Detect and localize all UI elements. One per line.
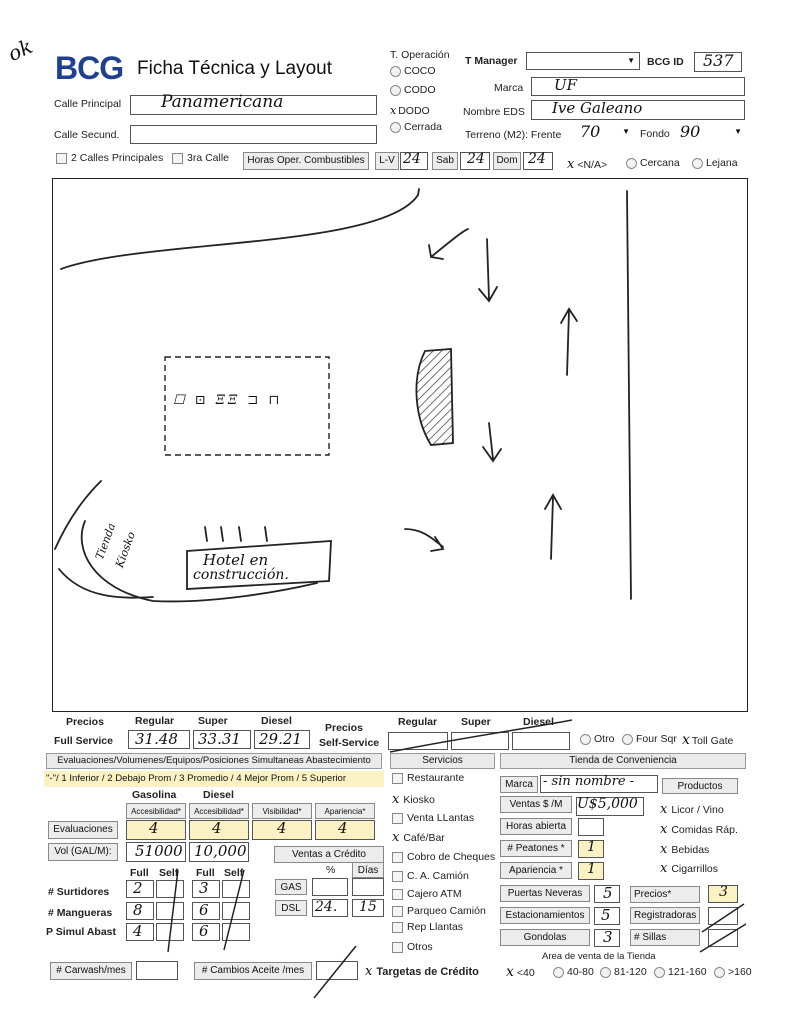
kiosk-hatched: [416, 349, 453, 445]
tienda-marca-value: - sin nombre -: [543, 774, 635, 789]
road-lower: [59, 569, 153, 598]
tienda-strikes: [696, 896, 756, 956]
marca-label: Marca: [494, 82, 524, 94]
surtidores-full-gas-value: 2: [133, 879, 143, 897]
area-lt40[interactable]: [506, 964, 535, 980]
frente-select[interactable]: [560, 124, 632, 142]
eval-visibilidad[interactable]: [252, 820, 312, 840]
arrow-1: [429, 229, 468, 259]
ventas-value: U$5,000: [577, 796, 638, 812]
hotel-text-1: Hotel en: [203, 551, 269, 569]
area-gt160[interactable]: [714, 966, 752, 978]
sab-field[interactable]: [460, 152, 490, 170]
kiosk-text-1: Tienda: [93, 521, 119, 562]
area-81-120-label: 81-120: [614, 966, 647, 978]
estacionamientos-label: Estacionamientos: [500, 907, 590, 924]
serv-kiosko[interactable]: [392, 792, 435, 807]
surtidores-full-dsl-value: 3: [199, 879, 209, 897]
precios-self-label-1: Precios: [325, 722, 363, 734]
serv-cajero-atm[interactable]: [392, 888, 462, 900]
road-right: [627, 191, 631, 599]
four-sqr-option[interactable]: [622, 733, 677, 745]
gondolas-field[interactable]: [594, 929, 620, 947]
eval-apariencia[interactable]: [315, 820, 375, 840]
dsl-label: DSL: [275, 900, 307, 916]
serv-ca-camion-label: C. A. Camión: [407, 870, 469, 882]
area-lt40-mark: x: [506, 964, 514, 980]
serv-kiosko-mark: x: [392, 792, 400, 807]
puertas-value: 5: [603, 884, 613, 902]
full-regular-value: 31.48: [135, 730, 178, 748]
sab-value: 24: [467, 151, 485, 167]
option-na-label: <N/A>: [577, 159, 608, 171]
sillas-label: # Sillas: [630, 929, 700, 946]
tienda-marca-field[interactable]: [540, 775, 658, 793]
area-40-80-label: 40-80: [567, 966, 594, 978]
eval-acc-gas[interactable]: [126, 820, 186, 840]
peatones-value: 1: [587, 839, 596, 855]
precios-tienda-label: Precios*: [630, 886, 700, 903]
area-40-80[interactable]: [553, 966, 594, 978]
full-diesel-value: 29.21: [259, 730, 302, 748]
tercera-calle-label: 3ra Calle: [187, 152, 230, 164]
tercera-calle-check[interactable]: [172, 152, 229, 164]
road-left: [55, 481, 101, 549]
dsl-pct-value: 24.: [315, 899, 338, 915]
eval-visibilidad-value: 4: [277, 819, 287, 837]
self-super-label: Super: [461, 716, 491, 728]
toll-gate-mark: x: [682, 732, 690, 748]
cambios-label: # Cambios Aceite /mes: [194, 962, 312, 980]
prod-comidas-label: Comidas Ráp.: [671, 824, 738, 836]
col-apariencia: Apariencia*: [315, 803, 375, 819]
scale-legend: "-"/ 1 Inferior / 2 Debajo Prom / 3 Promedio / 4 Mejor Prom / 5 Superior: [44, 771, 384, 787]
apariencia-label: Apariencia *: [500, 862, 572, 879]
gas-label: GAS: [275, 879, 307, 895]
precios-full-label-2: Full Service: [54, 735, 113, 747]
tarjetas-credito[interactable]: [365, 964, 479, 979]
serv-cafe-mark: x: [392, 830, 400, 845]
simul-full-gas-value: 4: [133, 922, 143, 940]
apariencia-value: 1: [587, 861, 596, 877]
nombre-eds-value: Ive Galeano: [552, 99, 643, 117]
nombre-eds-label: Nombre EDS: [463, 106, 525, 118]
col-visibilidad: Visibilidad*: [252, 803, 312, 819]
prod-licor[interactable]: [660, 802, 724, 817]
mangueras-full-dsl-value: 6: [199, 901, 209, 919]
self-regular-label: Regular: [398, 716, 438, 728]
arrow-3: [561, 309, 577, 375]
estacionamientos-value: 5: [601, 906, 611, 924]
prod-cigarrillos[interactable]: [660, 861, 718, 876]
area-lt40-label: <40: [516, 967, 535, 979]
vol-gasolina-field[interactable]: [126, 842, 186, 862]
op-cerrada[interactable]: [390, 121, 442, 133]
t-manager-select[interactable]: [526, 52, 640, 70]
arrow-5: [545, 495, 561, 559]
calle-principal-field[interactable]: [130, 92, 377, 115]
full-super-field[interactable]: [193, 730, 251, 749]
eval-apariencia-value: 4: [338, 819, 348, 837]
productos-button[interactable]: Productos: [662, 778, 738, 794]
prod-licor-label: Licor / Vino: [671, 804, 724, 816]
t-operacion-label: T. Operación: [390, 49, 450, 61]
option-na-mark: x: [567, 157, 575, 172]
dom-value: 24: [528, 151, 546, 167]
logo: BCG: [55, 50, 124, 86]
bcg-id-label: BCG ID: [647, 56, 684, 68]
dias-label: Días: [352, 862, 384, 878]
dsl-dias-value: 15: [359, 899, 377, 915]
prod-comidas[interactable]: [660, 822, 738, 837]
peatones-field[interactable]: [578, 840, 604, 858]
bcg-id-field[interactable]: [694, 52, 742, 72]
carwash-field[interactable]: [136, 961, 178, 980]
chevron-down-icon: ▼: [627, 56, 635, 65]
option-lejana-label: Lejana: [706, 157, 738, 169]
prod-licor-mark: x: [660, 802, 668, 817]
serv-cobro-label: Cobro de Cheques: [407, 851, 496, 863]
apariencia-field[interactable]: [578, 862, 604, 880]
page-title: Ficha Técnica y Layout: [137, 58, 333, 79]
col-acc-dsl: Accesibilidad*: [189, 803, 249, 819]
op-cerrada-label: Cerrada: [404, 121, 442, 133]
area-121-160-label: 121-160: [668, 966, 707, 978]
terreno-label: Terreno (M2): Frente: [465, 129, 562, 141]
marca-value: UF: [554, 76, 578, 94]
area-81-120[interactable]: [600, 966, 647, 978]
marca-field[interactable]: [531, 77, 745, 96]
vol-diesel-value: 10,000: [194, 842, 247, 860]
toll-gate-label: Toll Gate: [691, 735, 734, 747]
op-dodo-mark: x: [390, 104, 397, 117]
simul-label: P Simul Abast: [46, 926, 117, 938]
serv-cafe-label: Café/Bar: [403, 832, 445, 844]
serv-cafe-bar[interactable]: [392, 830, 445, 845]
puertas-field[interactable]: [594, 885, 620, 903]
serv-rep-llantas[interactable]: [392, 921, 463, 933]
otro-label: Otro: [594, 733, 615, 745]
t-manager-label: T Manager: [465, 55, 518, 67]
prod-bebidas-mark: x: [660, 842, 668, 857]
op-dodo-label: DODO: [398, 105, 430, 117]
gondolas-value: 3: [603, 928, 613, 946]
toll-gate-option[interactable]: [682, 732, 733, 748]
gondolas-label: Gondolas: [500, 929, 590, 946]
otro-option[interactable]: [580, 733, 614, 745]
serv-venta-llantas[interactable]: [392, 812, 474, 824]
prod-bebidas[interactable]: [660, 842, 709, 857]
full-regular-field[interactable]: [128, 730, 190, 749]
gas-pct-field[interactable]: [312, 878, 348, 896]
servicios-header: Servicios: [390, 753, 495, 769]
serv-rep-llantas-label: Rep Llantas: [407, 921, 464, 933]
self-diesel-label: Diesel: [523, 716, 554, 728]
tarjetas-label: Targetas de Crédito: [376, 966, 479, 978]
pct-label: %: [326, 864, 336, 876]
lv-field[interactable]: [400, 152, 428, 170]
serv-venta-llantas-label: Venta LLantas: [407, 812, 475, 824]
serv-cajero-label: Cajero ATM: [407, 888, 462, 900]
serv-ca-camion[interactable]: [392, 870, 469, 882]
gasolina-label: Gasolina: [132, 789, 177, 801]
diesel-eval-label: Diesel: [203, 789, 234, 801]
op-codo[interactable]: [390, 84, 436, 96]
lv-value: 24: [403, 151, 421, 167]
dsl-pct-field[interactable]: [312, 899, 348, 917]
serv-restaurante[interactable]: [392, 772, 464, 784]
serv-restaurante-label: Restaurante: [407, 772, 465, 784]
prod-cigarrillos-mark: x: [660, 861, 668, 876]
full-label-dsl: Full: [196, 867, 215, 879]
peatones-label: # Peatones *: [500, 840, 572, 857]
horas-abierta-field[interactable]: [578, 818, 604, 836]
estacionamientos-field[interactable]: [594, 907, 620, 925]
diesel-label: Diesel: [261, 715, 292, 727]
self-column-strikes: [140, 866, 270, 956]
option-cercana-label: Cercana: [640, 157, 680, 169]
arrow-6: [405, 529, 443, 551]
serv-parqueo-label: Parqueo Camión: [407, 905, 486, 917]
option-na[interactable]: [567, 157, 607, 172]
dom-label: Dom: [493, 152, 521, 170]
calle-principal-value: Panamericana: [161, 92, 284, 112]
full-super-value: 33.31: [198, 730, 241, 748]
carwash-label: # Carwash/mes: [50, 962, 132, 980]
option-cercana[interactable]: [626, 157, 680, 169]
registradoras-label: Registradoras: [630, 907, 700, 924]
vol-gasolina-value: 51000: [135, 842, 183, 860]
serv-cobro-cheques[interactable]: [392, 851, 495, 863]
fondo-value: 90: [680, 122, 701, 141]
tienda-header: Tienda de Conveniencia: [500, 753, 746, 769]
precios-tienda-value: 3: [719, 884, 728, 900]
gas-dias-field[interactable]: [352, 878, 384, 896]
dom-field[interactable]: [523, 152, 553, 170]
sketch-drawing: [53, 179, 749, 713]
op-codo-label: CODO: [404, 84, 436, 96]
road-curve: [61, 189, 419, 269]
prod-cigarrillos-label: Cigarrillos: [671, 863, 719, 875]
self-label-gas: Self: [159, 867, 179, 879]
simul-full-dsl-value: 6: [199, 922, 209, 940]
op-dodo[interactable]: [390, 104, 430, 117]
calles-principales-check[interactable]: [56, 152, 163, 164]
eval-acc-dsl-value: 4: [212, 819, 222, 837]
full-label-gas: Full: [130, 867, 149, 879]
full-diesel-field[interactable]: [254, 730, 310, 749]
mangueras-full-gas-value: 8: [133, 901, 143, 919]
regular-label: Regular: [135, 715, 175, 727]
cambios-strike: [306, 942, 366, 1002]
calle-secund-field[interactable]: [130, 125, 377, 144]
pump-glyphs: ☐ ⊡ ΞΞ ⊐ ⊓: [173, 393, 283, 408]
op-coco[interactable]: [390, 65, 436, 77]
horas-oper-button[interactable]: Horas Oper. Combustibles: [243, 152, 369, 170]
serv-kiosko-label: Kiosko: [403, 794, 435, 806]
hotel-text-2: construcción.: [193, 567, 289, 583]
evaluaciones-header: Evaluaciones/Volumenes/Equipos/Posiciones Simultaneas Abastecimiento: [46, 753, 382, 769]
arrow-2: [479, 239, 497, 301]
ventas-field[interactable]: [576, 797, 644, 816]
area-gt160-label: >160: [728, 966, 752, 978]
prod-comidas-mark: x: [660, 822, 668, 837]
option-lejana[interactable]: [692, 157, 738, 169]
super-label: Super: [198, 715, 228, 727]
ventas-label: Ventas $ /M: [500, 796, 572, 813]
serv-otros[interactable]: [392, 941, 433, 953]
precios-self-label-2: Self-Service: [319, 737, 380, 749]
surtidores-label: # Surtidores: [48, 886, 110, 898]
serv-parqueo-camion[interactable]: [392, 905, 486, 917]
prod-bebidas-label: Bebidas: [671, 844, 710, 856]
mangueras-label: # Mangueras: [48, 907, 113, 919]
tarjetas-mark: x: [365, 964, 373, 979]
calles-principales-label: 2 Calles Principales: [71, 152, 164, 164]
self-label-dsl: Self: [224, 867, 244, 879]
area-label: Area de venta de la Tienda: [542, 951, 656, 962]
lv-label: L-V: [375, 152, 399, 170]
area-121-160[interactable]: [654, 966, 707, 978]
eval-acc-dsl[interactable]: [189, 820, 249, 840]
corner-note: ok: [4, 34, 37, 66]
fondo-select[interactable]: [672, 124, 746, 142]
eval-acc-gas-value: 4: [149, 819, 159, 837]
bcg-id-value: 537: [703, 51, 734, 70]
vol-label: Vol (GAL/M):: [48, 843, 118, 861]
four-sqr-label: Four Sqr: [636, 733, 677, 745]
frente-value: 70: [580, 122, 601, 141]
op-coco-label: COCO: [404, 65, 436, 77]
dsl-dias-field[interactable]: [352, 899, 384, 917]
layout-sketch: [52, 178, 748, 712]
horas-abierta-label: Horas abierta: [500, 818, 572, 835]
vol-diesel-field[interactable]: [189, 842, 249, 862]
kiosk-text-2: Kiosko: [113, 529, 138, 570]
stall-marks: [205, 527, 267, 541]
evaluaciones-row-label: Evaluaciones: [48, 821, 118, 839]
arrow-4: [483, 423, 501, 461]
calle-principal-label: Calle Principal: [54, 98, 122, 110]
nombre-eds-field[interactable]: [531, 100, 745, 120]
col-acc-gas: Accesibilidad*: [126, 803, 186, 819]
ventas-credito-button[interactable]: Ventas a Crédito: [274, 846, 384, 863]
fondo-label: Fondo: [640, 128, 670, 140]
self-strike: [380, 718, 580, 758]
chevron-down-icon: ▼: [622, 127, 630, 136]
serv-otros-label: Otros: [407, 941, 433, 953]
tienda-marca-label: Marca: [500, 776, 538, 793]
puertas-label: Puertas Neveras: [500, 885, 590, 902]
chevron-down-icon: ▼: [734, 127, 742, 136]
precios-full-label-1: Precios: [66, 716, 104, 728]
calle-secund-label: Calle Secund.: [54, 129, 120, 141]
sab-label: Sab: [432, 152, 458, 170]
